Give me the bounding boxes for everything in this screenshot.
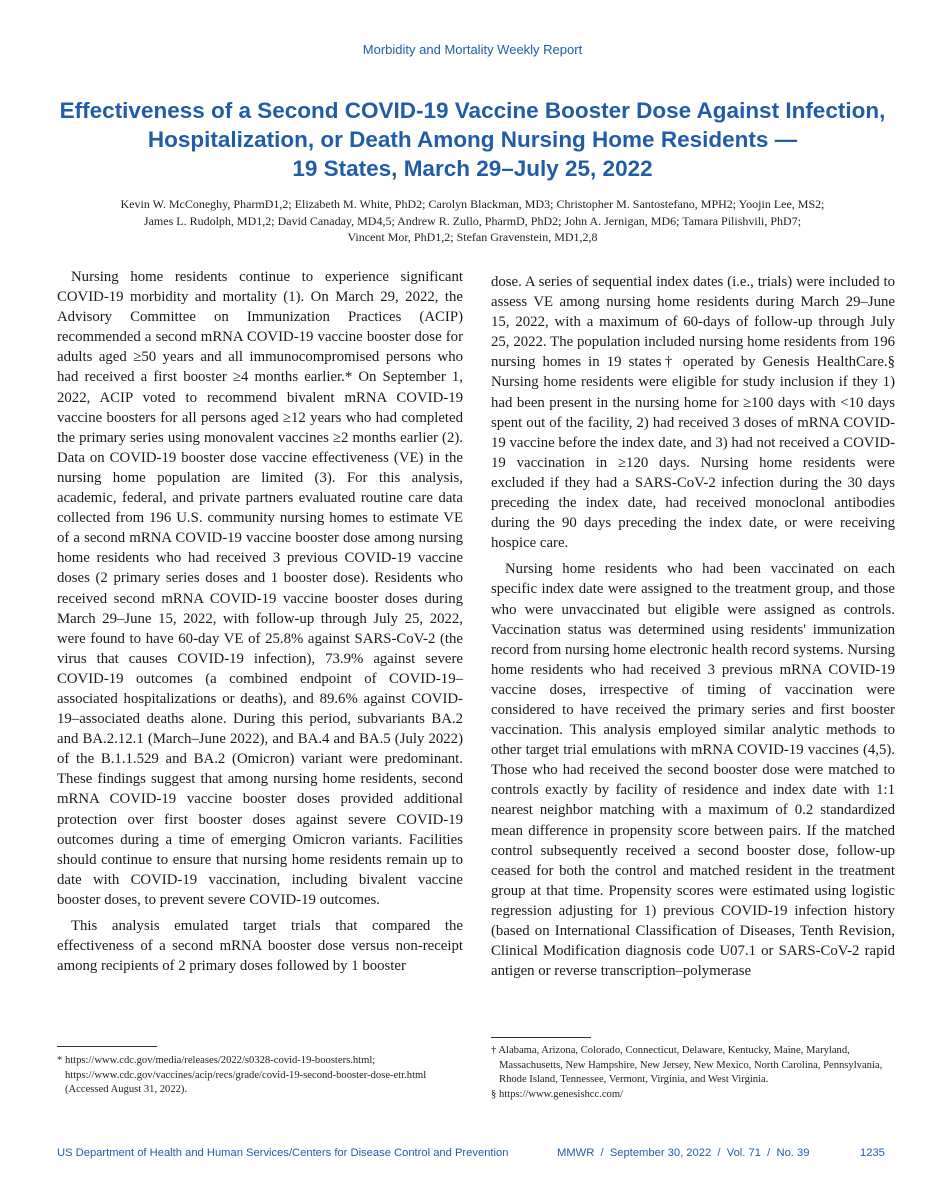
left-column <box>57 267 463 976</box>
author-line: James L. Rudolph, MD1,2; David Canaday, MD4,5; Andrew R. Zullo, PharmD, PhD2; John A. Jernigan, MD6; Tamara Pilishvili, PhD7; <box>143 213 802 228</box>
footer-issue: MMWR / September 30, 2022 / Vol. 71 / No. 39 <box>557 1147 810 1159</box>
body-paragraph: Nursing home residents who had been vaccinated on each specific index date were assigned to the treatment group, and those who were unvaccinated but eligible were assigned as controls. Vaccination status was determined using residents' immunization record from nursing home electronic health record systems. Nursing home residents who had received 3 previous mRNA COVID-19 vaccine doses, irrespective of timing of vaccination were considered to have received the primary series and first booster vaccination. This analysis employed similar analytic methods to other target trial emulations with mRNA COVID-19 vaccines (4,5). Those who had received the second booster dose were matched to controls exactly by facility of residence and index date with 1:1 nearest neighbor matching with a maximum of 0.2 standardized mean difference in propensity score between pairs. If the matched control subsequently received a second booster dose, follow-up ceased for both the control and matched resident in the treatment group at that time. Propensity scores were estimated using logistic regression adjusting for 1) previous COVID-19 infection history (based on International Classification of Diseases, Tenth Revision, Clinical Modification diagnosis code U07.1 or SARS-CoV-2 rapid antigen or reverse transcription–polymerase <box>491 561 895 980</box>
footnote-divider <box>491 1037 591 1038</box>
author-list <box>50 196 895 246</box>
journal-header: Morbidity and Mortality Weekly Report <box>362 42 583 57</box>
title-line: Hospitalization, or Death Among Nursing Home Residents — <box>147 127 798 152</box>
footnote: * https://www.cdc.gov/media/releases/2022/s0328-covid-19-boosters.html; https://www.cdc.gov/vaccines/acip/recs/grade/covid-19-second-booster-dose-etr.html (Accessed August 31, 2022). <box>57 1055 427 1095</box>
body-paragraph: This analysis emulated target trials that compared the effectiveness of a second mRNA booster dose versus non-receipt among recipients of 2 primary doses followed by 1 booster <box>57 918 463 975</box>
title-line: 19 States, March 29–July 25, 2022 <box>292 156 653 181</box>
author-line: Kevin W. McConeghy, PharmD1,2; Elizabeth M. White, PhD2; Carolyn Blackman, MD3; Christopher M. Santostefano, MPH2; Yoojin Lee, MS2; <box>120 197 825 211</box>
footnotes-right <box>491 1044 895 1102</box>
right-column <box>491 272 895 981</box>
body-paragraph: dose. A series of sequential index dates (i.e., trials) were included to assess VE among nursing home residents during March 29–June 15, 2022, with a maximum of 60-days of follow-up through July 25, 2022. The population included nursing home residents from 196 nursing homes in 19 states† operated by Genesis HealthCare.§ Nursing home residents were eligible for study inclusion if they 1) had been present in the nursing home for ≥100 days with <10 days spent out of the facility, 2) had received 3 doses of mRNA COVID-19 vaccine before the index date, and 3) had not received a COVID-19 vaccination in ≥120 days. Nursing home residents were excluded if they had a SARS-CoV-2 infection during the 30 days preceding the index date, had received monoclonal antibodies during the 90 days preceding the index date, or were receiving hospice care. <box>491 274 895 552</box>
footnote: § https://www.genesishcc.com/ <box>491 1088 624 1100</box>
footnotes-left <box>57 1054 463 1098</box>
footnote: † Alabama, Arizona, Colorado, Connecticut, Delaware, Kentucky, Maine, Maryland, Massachusetts, New Hampshire, New Jersey, New Mexico, North Carolina, Pennsylvania, Rhode Island, Tennessee, Vermont, Virginia, and West Virginia. <box>491 1045 883 1085</box>
body-paragraph: Nursing home residents continue to experience significant COVID-19 morbidity and mortality (1). On March 29, 2022, the Advisory Committee on Immunization Practices (ACIP) recommended a second mRNA COVID-19 vaccine booster dose for adults aged ≥50 years and all immunocompromised persons who had received a first booster ≥4 months earlier.* On September 1, 2022, ACIP voted to recommend bivalent mRNA COVID-19 vaccine boosters for all persons aged ≥12 years who had completed the primary series using monovalent vaccines ≥2 months earlier (2). Data on COVID-19 booster dose vaccine effectiveness (VE) in the nursing home population are limited (3). For this analysis, academic, federal, and private partners evaluated routine care data collected from 196 U.S. community nursing homes to estimate VE of a second mRNA COVID-19 vaccine booster dose among nursing home residents who had received 3 previous COVID-19 vaccine doses (2 primary series doses and 1 booster dose). Residents who received second mRNA COVID-19 vaccine booster doses during March 29–June 15, 2022, with follow-up through July 25, 2022, were found to have 60-day VE of 25.8% against SARS-CoV-2 (the virus that causes COVID-19 infection), 73.9% against severe COVID-19 outcomes (a combined endpoint of COVID-19–associated hospitalizations or deaths), and 89.6% against COVID-19–associated deaths alone. During this period, subvariants BA.2 and BA.2.12.1 (March–June 2022), and BA.4 and BA.5 (July 2022) of the B.1.1.529 and BA.2 (Omicron) variant were predominant. These findings suggest that among nursing home residents, second mRNA COVID-19 vaccine booster doses provided additional protection over first booster doses against severe COVID-19 outcomes during a time of emerging Omicron variants. Facilities should continue to ensure that nursing home residents remain up to date with COVID-19 vaccination, including bivalent vaccine booster doses, to prevent severe COVID-19 outcomes. <box>57 269 463 908</box>
footnote-divider <box>57 1046 157 1047</box>
article-title <box>40 96 905 183</box>
footer-department: US Department of Health and Human Services/Centers for Disease Control and Prevention <box>57 1147 509 1159</box>
author-line: Vincent Mor, PhD1,2; Stefan Gravenstein, MD1,2,8 <box>347 230 598 244</box>
page-number: 1235 <box>860 1147 885 1159</box>
title-line: Effectiveness of a Second COVID-19 Vaccine Booster Dose Against Infection, <box>59 98 886 123</box>
